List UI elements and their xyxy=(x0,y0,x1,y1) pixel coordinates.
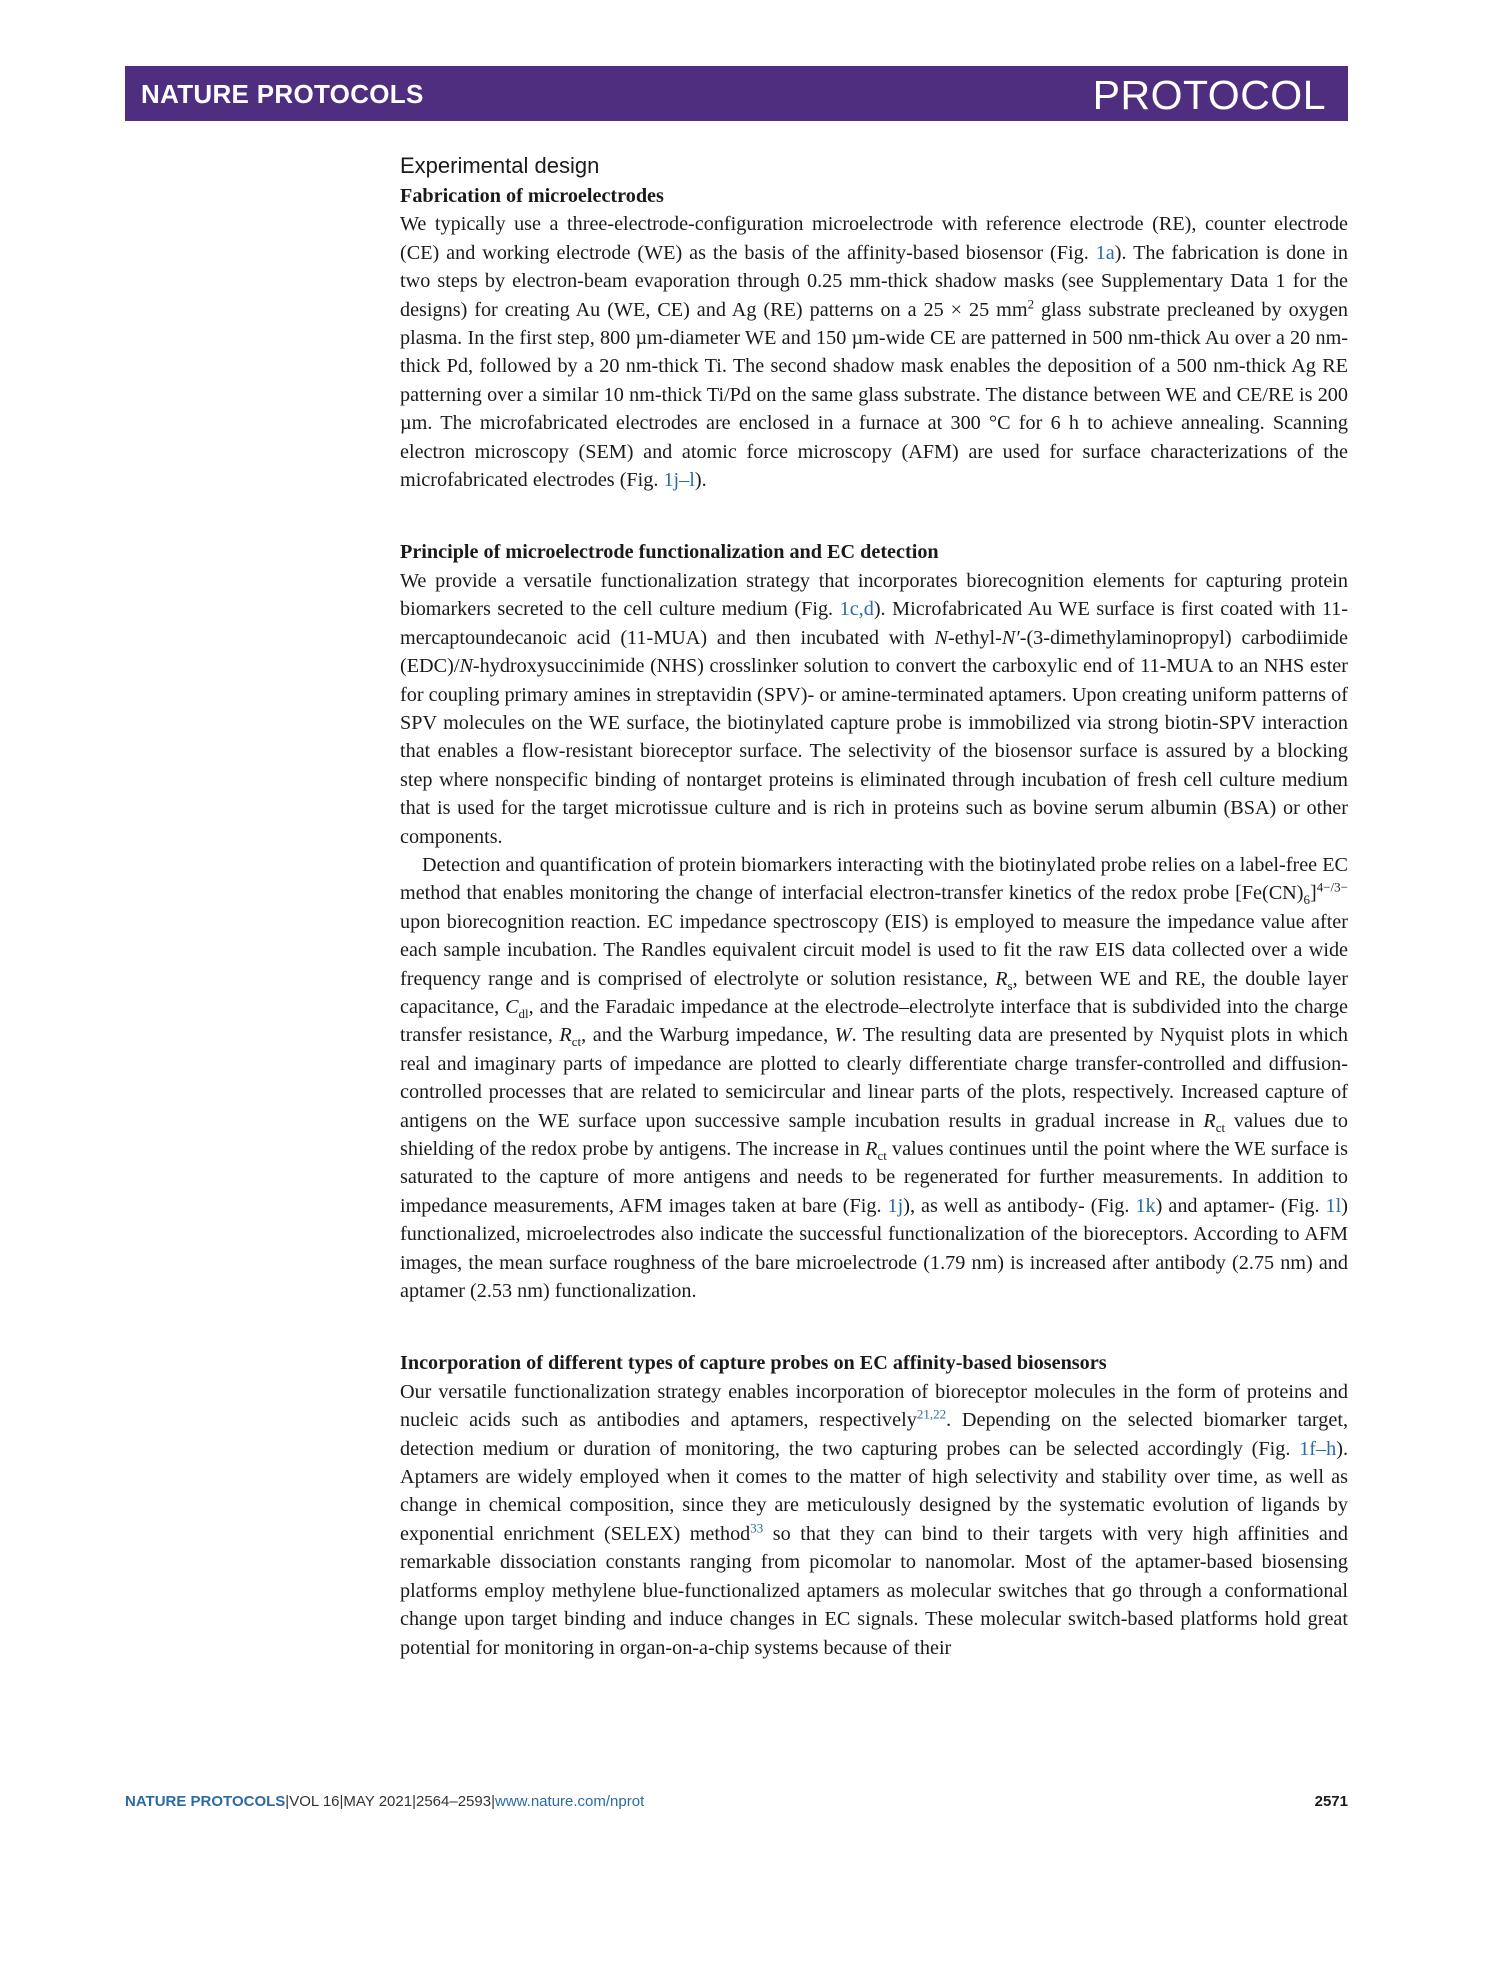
figure-reference-link[interactable]: 1k xyxy=(1135,1194,1156,1217)
figure-reference-link[interactable]: 1f–h xyxy=(1299,1437,1337,1460)
section-title: Experimental design xyxy=(400,153,600,178)
figure-reference-link[interactable]: 1c,d xyxy=(839,598,874,621)
footer-date: MAY 2021 xyxy=(343,1793,413,1810)
figure-reference-link[interactable]: 1j xyxy=(887,1194,904,1217)
footer-url-link[interactable]: www.nature.com/nprot xyxy=(495,1793,645,1810)
subsection-heading-functionalization: Principle of microelectrode functionalization and EC detection xyxy=(400,541,939,564)
footer-volume: VOL 16 xyxy=(289,1793,340,1810)
paragraph: We provide a versatile functionalization strategy that incorporates biorecognition elements for capturing protein biomarkers secreted to the cell culture medium (Fig. 1c,d). Microfabricated Au WE surface is first coated with 11-mercaptoundecanoic acid (11-MUA) and then incubated with N-ethyl-N′-(3-dimethylaminopropyl) carbodiimide (EDC)/N-hydroxysuccinimide (NHS) crosslinker solution to convert the carboxylic end of 11-MUA to an NHS ester for coupling primary amines in streptavidin (SPV)- or amine-terminated aptamers. Upon creating uniform patterns of SPV molecules on the WE surface, the biotinylated capture probe is immobilized via strong biotin-SPV interaction that enables a flow-resistant bioreceptor surface. The selectivity of the biosensor surface is assured by a blocking step where nonspecific binding of nontarget proteins is eliminated through incubation of fresh cell culture medium that is used for the target microtissue culture and is rich in proteins such as bovine serum albumin (BSA) or other components. xyxy=(400,569,1348,848)
paragraph: Detection and quantification of protein biomarkers interacting with the biotinylated probe relies on a label-free EC method that enables monitoring the change of interfacial electron-transfer kinetics of the redox probe $[Fe(CN)_6]^{4-/3-}$ upon biorecognition reaction. EC impedance spectroscopy (EIS) is employed to measure the impedance value after each sample incubation. The Randles equivalent circuit model is used to fit the raw EIS data collected over a wide frequency range and is comprised of electrolyte or solution resistance, $R_s$, between WE and RE, the double layer capacitance, $C_{dl}$, and the Faradaic impedance at the electrode–electrolyte interface that is subdivided into the charge transfer resistance, $R_{ct}$, and the Warburg impedance, W. The resulting data are presented by Nyquist plots in which real and imaginary parts of impedance are plotted to clearly differentiate charge transfer-controlled and diffusion-controlled processes that are related to semicircular and linear parts of the plots, respectively. Increased capture of antigens on the WE surface upon successive sample incubation results in gradual increase in $R_{ct}$ values due to shielding of the redox probe by antigens. The increase in $R_{ct}$ values continues until the point where the WE surface is saturated to the capture of more antigens and needs to be regenerated for further measurements. In addition to impedance measurements, AFM images taken at bare (Fig. 1j), as well as antibody- (Fig. 1k) and aptamer- (Fig. 1l) functionalized, microelectrodes also indicate the successful functionalization of the bioreceptors. According to AFM images, the mean surface roughness of the bare microelectrode (1.79 nm) is increased after antibody (2.75 nm) and aptamer (2.53 nm) functionalization. xyxy=(400,853,1349,1303)
citation-link[interactable]: 21,22 xyxy=(916,1406,947,1422)
article-type: PROTOCOL xyxy=(1092,72,1326,118)
citation-link[interactable]: 33 xyxy=(750,1520,764,1536)
footer-pages: 2564–2593 xyxy=(416,1793,492,1810)
subsection-heading-capture-probes: Incorporation of different types of capture probes on EC affinity-based biosensors xyxy=(400,1352,1107,1375)
paragraph: We typically use a three-electrode-configuration microelectrode with reference electrode (RE), counter electrode (CE) and working electrode (WE) as the basis of the affinity-based biosensor (Fig. 1a). The fabrication is done in two steps by electron-beam evaporation through 0.25 mm-thick shadow masks (see Supplementary Data 1 for the designs) for creating Au (WE, CE) and Ag (RE) patterns on a 25 × 25 $mm^2$ glass substrate precleaned by oxygen plasma. In the first step, 800 µm-diameter WE and 150 µm-wide CE are patterned in 500 nm-thick Au over a 20 nm-thick Pd, followed by a 20 nm-thick Ti. The second shadow mask enables the deposition of a 500 nm-thick Ag RE patterning over a similar 10 nm-thick Ti/Pd on the same glass substrate. The distance between WE and CE/RE is 200 µm. The microfabricated electrodes are enclosed in a furnace at 300 °C for 6 h to achieve annealing. Scanning electron microscopy (SEM) and atomic force microscopy (AFM) are used for surface characterizations of the microfabricated electrodes (Fig. 1j–l). xyxy=(400,213,1349,492)
main-content xyxy=(400,148,1348,1662)
journal-name: NATURE PROTOCOLS xyxy=(141,79,424,109)
subsection-heading-fabrication: Fabrication of microelectrodes xyxy=(400,185,664,207)
figure-reference-link[interactable]: 1l xyxy=(1325,1194,1342,1217)
page-footer xyxy=(125,1793,1348,1817)
figure-reference-link[interactable]: 1a xyxy=(1095,241,1115,264)
figure-reference-link[interactable]: 1j–l xyxy=(663,469,695,492)
journal-header-banner xyxy=(125,66,1348,121)
page-number: 2571 xyxy=(1314,1793,1348,1810)
footer-journal-name: NATURE PROTOCOLS xyxy=(125,1793,286,1810)
footer-citation: NATURE PROTOCOLS|VOL 16|MAY 2021|2564–2593|www.nature.com/nprot xyxy=(125,1793,645,1810)
paragraph: Our versatile functionalization strategy enables incorporation of bioreceptor molecules in the form of proteins and nucleic acids such as antibodies and aptamers, respectively$^{21,22}$. Depending on the selected biomarker target, detection medium or duration of monitoring, the two capturing probes can be selected accordingly (Fig. 1f–h). Aptamers are widely employed when it comes to the matter of high selectivity and stability over time, as well as change in chemical composition, since they are meticulously designed by the systematic evolution of ligands by exponential enrichment (SELEX) method$^{33}$ so that they can bind to their targets with very high affinities and remarkable dissociation constants ranging from picomolar to nanomolar. Most of the aptamer-based biosensing platforms employ methylene blue-functionalized aptamers as molecular switches that go through a conformational change upon target binding and induce changes in EC signals. These molecular switch-based platforms hold great potential for monitoring in organ-on-a-chip systems because of their xyxy=(400,1380,1348,1659)
